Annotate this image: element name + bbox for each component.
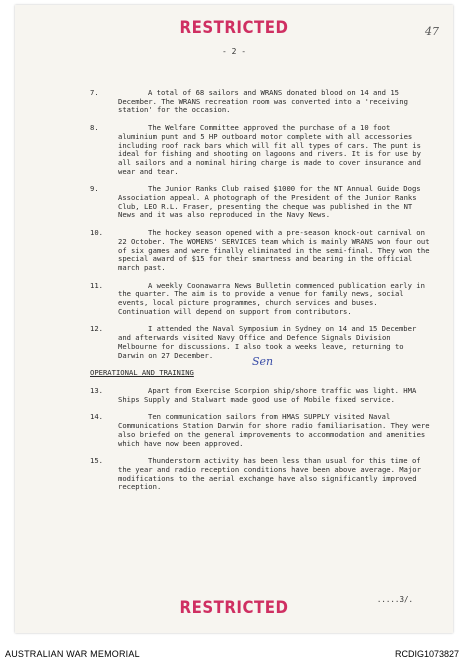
handwritten-folio-number: 47 — [425, 25, 439, 38]
paragraph-body: The Junior Ranks Club raised $1000 for the NT Annual Guide Dogs Association appeal. A photograph of the President of the Junior Ranks Club, LEO R.L. Fraser, presenting the cheque was published in the NT News and it was also reproduced in the Navy News. — [118, 184, 425, 220]
paragraph-number: 10. — [90, 228, 103, 238]
paragraph-text — [118, 282, 430, 317]
paragraph-text — [118, 387, 430, 404]
document-body — [90, 88, 434, 501]
paragraph — [90, 387, 430, 404]
paragraph-text — [118, 124, 430, 176]
page-number: - 2 - — [221, 47, 247, 56]
paragraph-number: 15. — [90, 456, 103, 466]
paragraph-number: 7. — [90, 88, 99, 97]
paragraph-group-b — [90, 385, 434, 492]
paragraph-body: The hockey season opened with a pre-season knock-out carnival on 22 October. The WOMENS' SERVICES team which is mainly WRANS won four out of six games and were finally eliminated in the semi-final. They won the special award of $15 for their smartness and bearing in the official march past. — [118, 228, 434, 272]
paragraph-text — [118, 325, 430, 360]
paragraph — [90, 457, 430, 492]
restricted-stamp-bottom: RESTRICTED — [179, 596, 289, 618]
paragraph-text — [118, 457, 430, 492]
paragraph — [90, 412, 434, 448]
paragraph-text — [118, 89, 430, 115]
footer-reference: RCDIG1073827 — [394, 649, 459, 659]
paragraph — [90, 228, 434, 273]
paragraph-text — [118, 185, 430, 220]
paragraph-body: Ten communication sailors from HMAS SUPPLY visited Naval Communications Station Darwin for shore radio familiarisation. They were also briefed on the general improvements to accommodation and amenities which have now been approved. — [118, 412, 434, 448]
paragraph — [90, 124, 430, 176]
paragraph-body: I attended the Naval Symposium in Sydney on 14 and 15 December and afterwards visited Navy Office and Defence Signals Division Melbourne for discussions. I also took a weeks leave, returning to Darwin on 27 December. — [118, 324, 421, 360]
paragraph-text — [118, 228, 434, 273]
restricted-stamp-top: RESTRICTED — [179, 16, 289, 38]
paragraph-body: Thunderstorm activity has been less than usual for this time of the year and radio reception conditions have been above average. Major modifications to the aerial exchange have also significantly improved reception. — [118, 456, 426, 492]
document-page — [15, 5, 453, 633]
archive-footer — [0, 637, 465, 666]
paragraph-number: 11. — [90, 280, 103, 290]
paragraph-body: Apart from Exercise Scorpion ship/shore traffic was light. HMA Ships Supply and Stalwart made good use of Mobile fixed service. — [118, 385, 421, 404]
handwritten-annotation: Sen — [252, 355, 274, 369]
paragraph-number: 14. — [90, 412, 103, 422]
footer-source: AUSTRALIAN WAR MEMORIAL — [5, 649, 140, 659]
paragraph-number: 8. — [90, 123, 99, 133]
section-heading — [90, 355, 430, 378]
paragraph — [90, 185, 430, 220]
paragraph-text — [118, 412, 434, 448]
paragraph-number: 9. — [90, 184, 99, 194]
paragraph — [90, 282, 430, 317]
paragraph-number: 12. — [90, 324, 103, 334]
section-heading-text: OPERATIONAL AND TRAINING — [90, 368, 194, 378]
paragraph — [90, 89, 430, 115]
paragraph-number: 13. — [90, 385, 103, 395]
paragraph-body: The Welfare Committee approved the purchase of a 10 foot aluminium punt and 5 HP outboard motor complete with all accessories including roof rack bars which will fit all types of cars. The punt is ideal for fishing and shooting on lagoons and rivers. It is for use by all sailors and a nominal hiring charge is made to cover insurance and wear and tear. — [118, 123, 426, 176]
paragraph-body: A total of 68 sailors and WRANS donated blood on 14 and 15 December. The WRANS recreation room was converted into a 'receiving station' for the occasion. — [118, 88, 413, 115]
paragraph-group-a — [90, 88, 434, 360]
paragraph-body: A weekly Coonawarra News Bulletin commenced publication early in the quarter. The aim is to provide a venue for family news, social events, local picture programmes, church services and buses. Continuation will depend on support from contributors. — [118, 280, 430, 316]
continuation-marker: .....3/. — [376, 595, 413, 604]
